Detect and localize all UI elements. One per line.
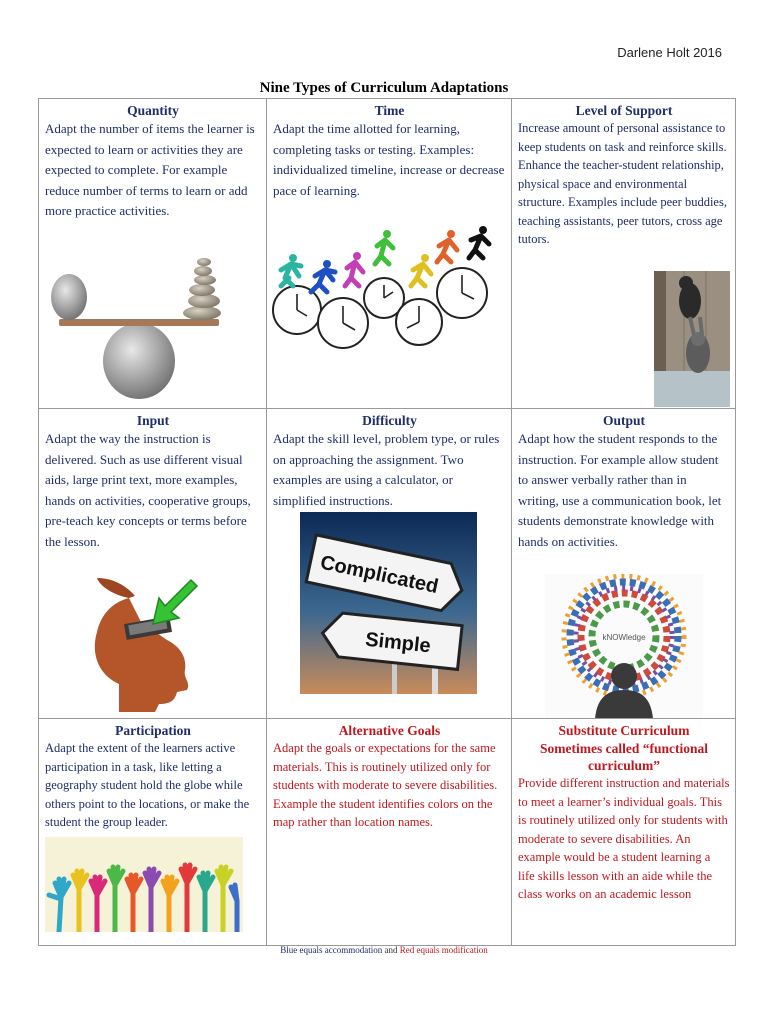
cell-difficulty xyxy=(267,409,512,719)
legend-and-text: and xyxy=(384,945,398,955)
sign-complicated-label: Complicated xyxy=(318,551,441,599)
substitute-subtitle: Sometimes called “functional curriculum” xyxy=(540,741,708,773)
support-text: Increase amount of personal assistance to keep students on task and reinforce skills. Enhance the teacher-student relationship, physical space and environmental structure. Examples include peer buddies, teaching assistants, peer tutors, cross age tutors. xyxy=(518,121,727,246)
legend-blue-text: Blue equals accommodation xyxy=(280,945,383,955)
cell-output xyxy=(512,409,736,719)
quantity-title: Quantity xyxy=(127,103,179,118)
alternative-goals-text: Adapt the goals or expectations for the same materials. This is routinely utilized only for students with moderate to severe disabilities. Example the student identifies colors on the map rather than location names. xyxy=(273,741,498,829)
knowledge-wordcloud-icon xyxy=(545,574,703,719)
participation-text: Adapt the extent of the learners active participation in a task, like letting a geography student hold the globe while others point to the locations, or make the student the group leader. xyxy=(45,741,250,829)
cell-level-of-support xyxy=(512,99,736,409)
time-text: Adapt the time allotted for learning, completing tasks or testing. Examples: individualized timeline, increase or decrease pace of learning. xyxy=(273,121,505,198)
input-text: Adapt the way the instruction is delivered. Such as use different visual aids, large print text, more examples, hands on activities, cooperative groups, pre-teach key concepts or terms before the lesson. xyxy=(45,431,251,549)
wordcloud-label: kNOWledge xyxy=(602,633,646,642)
head-with-arrow-icon xyxy=(79,574,227,714)
support-title: Level of Support xyxy=(575,103,673,118)
page-title: Nine Types of Curriculum Adaptations xyxy=(259,80,509,96)
balancing-stones-icon xyxy=(47,249,232,404)
color-legend-footnote xyxy=(0,945,768,955)
raised-hands-icon xyxy=(45,837,243,932)
cell-substitute-curriculum xyxy=(512,719,736,946)
author-credit: Darlene Holt 2016 xyxy=(617,45,722,60)
substitute-title: Substitute Curriculum xyxy=(558,723,690,738)
input-title: Input xyxy=(136,413,170,428)
cell-alternative-goals xyxy=(267,719,512,946)
output-title: Output xyxy=(602,413,646,428)
adaptations-grid xyxy=(38,98,736,946)
runners-on-clocks-icon xyxy=(271,222,501,362)
substitute-text: Provide different instruction and materials to meet a learner’s individual goals. This is routinely utilized only for students with moderate to severe disabilities. An example would be a student learning a life skills lesson with an aide while the class works on an academic lesson xyxy=(518,776,730,901)
difficulty-text: Adapt the skill level, problem type, or rules on approaching the assignment. Two examples are using a calculator, or simplified instructions. xyxy=(273,431,500,508)
cell-input xyxy=(39,409,267,719)
cell-participation xyxy=(39,719,267,946)
legend-red-text: Red equals modification xyxy=(399,945,488,955)
cell-time xyxy=(267,99,512,409)
complicated-simple-signs-icon xyxy=(300,512,477,694)
alternative-goals-title: Alternative Goals xyxy=(338,723,441,738)
cell-quantity xyxy=(39,99,267,409)
time-title: Time xyxy=(374,103,405,118)
sign-simple-label: Simple xyxy=(364,628,432,658)
quantity-text: Adapt the number of items the learner is expected to learn or activities they are expected to complete. For example reduce number of terms to learn or add more practice activities. xyxy=(45,121,255,218)
participation-title: Participation xyxy=(115,723,191,738)
output-text: Adapt how the student responds to the instruction. For example allow student to answer verbally rather than in writing, use a communication book, let students demonstrate knowledge with hands on activities. xyxy=(518,431,722,549)
cats-climbing-photo-icon xyxy=(654,271,730,407)
difficulty-title: Difficulty xyxy=(362,413,417,428)
